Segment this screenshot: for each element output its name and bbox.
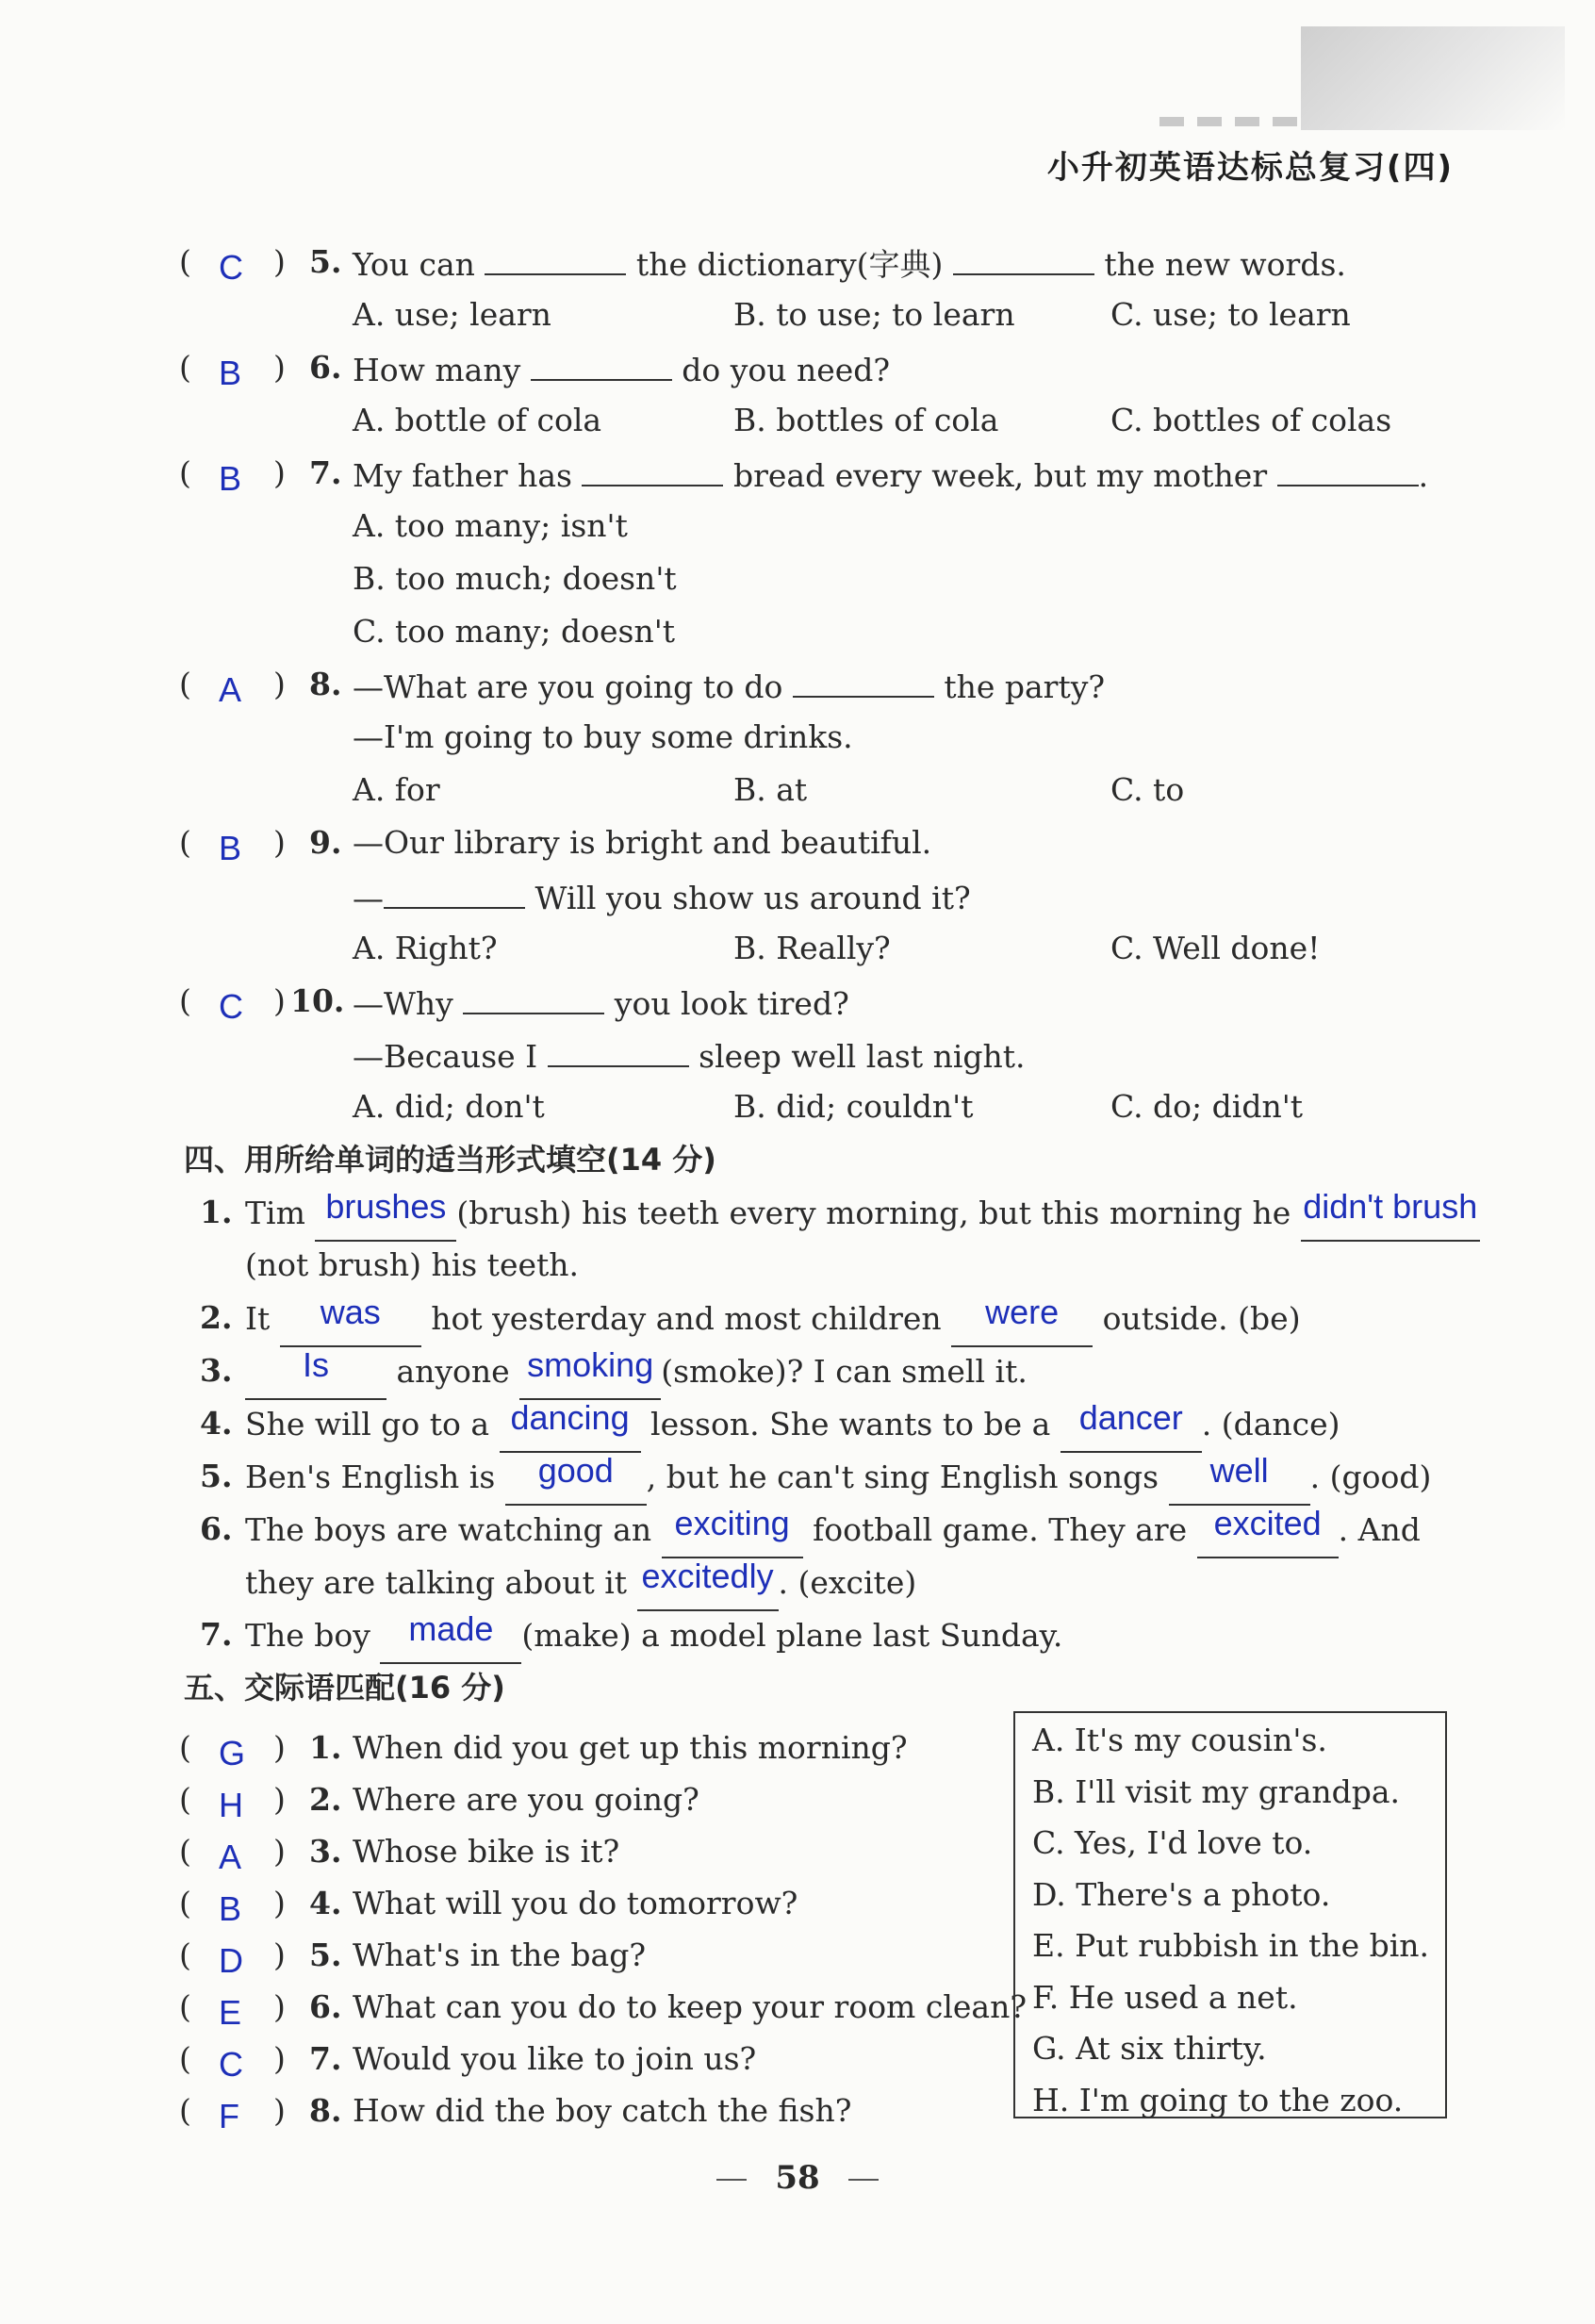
match-answer: A <box>219 1838 242 1876</box>
match-option: C. Yes, I'd love to. <box>1032 1824 1313 1861</box>
fill-answer: smoking <box>527 1345 654 1384</box>
match-question: ( C ) 7. Would you like to join us? <box>179 2033 1499 2085</box>
fill-item-1-cont: (not brush) his teeth. <box>245 1246 580 1283</box>
match-option: H. I'm going to the zoo. <box>1032 2081 1404 2118</box>
mc-answer: C <box>219 248 243 287</box>
fill-answer: well <box>1209 1451 1269 1490</box>
match-option: F. He used a net. <box>1032 1978 1298 2016</box>
fill-item-2: 2. It was hot yesterday and most children were outside. (be) <box>179 1292 1499 1344</box>
fill-answer: good <box>537 1451 614 1490</box>
fill-item-6-cont: they are talking about it excitedly . (excite) <box>179 1556 1499 1608</box>
mc-question-7: ( B ) 7. My father has bread every week, but my mother . <box>179 447 1499 500</box>
fill-item-5: 5. Ben's English is good , but he can't sing English songs well . (good) <box>179 1450 1499 1503</box>
mc-answer: A <box>219 670 242 709</box>
mc-question-8: ( A ) 8. —What are you going to do the party? <box>179 658 1499 711</box>
section-title-5: 五、交际语匹配(16 分) <box>184 1670 505 1706</box>
fill-item-7: 7. The boy made (make) a model plane last Sunday. <box>179 1608 1499 1661</box>
match-question: ( H ) 2. Where are you going? <box>179 1773 1499 1825</box>
match-option: A. It's my cousin's. <box>1032 1722 1327 1758</box>
mc-answer: B <box>219 354 242 392</box>
match-question: ( A ) 3. Whose bike is it? <box>179 1825 1499 1877</box>
mc-options: A. for B. at C. to <box>353 771 1185 808</box>
mc-option-c: C. too many; doesn't <box>353 613 676 650</box>
fill-item-1: 1. Tim brushes (brush) his teeth every morning, but this morning he didn't brush <box>179 1186 1499 1239</box>
match-answer: F <box>219 2097 239 2135</box>
mc-stem: —What are you going to do the party? <box>353 658 1105 714</box>
match-question: ( E ) 6. What can you do to keep your room clean? <box>179 1981 1499 2033</box>
mc-dialog-line: —Because I sleep well last night. <box>179 1028 1499 1080</box>
mc-stem: My father has bread every week, but my mother . <box>353 447 1428 503</box>
mc-question-5: ( C ) 5. You can the dictionary(字典) the new words. <box>179 236 1499 288</box>
mc-stem: —Why you look tired? <box>353 975 849 1030</box>
mc-options: A. use; learn B. to use; to learn C. use; to learn <box>353 296 1351 333</box>
corner-shading <box>1301 26 1565 130</box>
match-answer: C <box>219 2045 243 2084</box>
mc-options: A. Right? B. Really? C. Well done! <box>353 930 1321 966</box>
fill-item-4: 4. She will go to a dancing lesson. She wants to be a dancer . (dance) <box>179 1397 1499 1450</box>
fill-answer: excitedly <box>641 1557 774 1595</box>
fill-answer: was <box>320 1293 381 1331</box>
mc-dialog-line: —I'm going to buy some drinks. <box>353 718 853 755</box>
page-header-title: 小升初英语达标总复习(四) <box>1046 149 1454 187</box>
mc-question-9: ( B ) 9. —Our library is bright and beautiful. <box>179 816 1499 869</box>
fill-answer: brushes <box>325 1187 447 1226</box>
fill-answer: excited <box>1213 1504 1322 1542</box>
fill-item-6: 6. The boys are watching an exciting football game. They are excited . And <box>179 1503 1499 1556</box>
match-answer: E <box>219 1993 242 2032</box>
fill-answer: were <box>985 1293 1060 1331</box>
page-number: 58 <box>0 2159 1595 2197</box>
corner-decoration <box>1159 117 1310 130</box>
fill-answer: didn't brush <box>1303 1187 1478 1226</box>
mc-options: A. did; don't B. did; couldn't C. do; didn't <box>353 1088 1304 1125</box>
match-option: B. I'll visit my grandpa. <box>1032 1772 1401 1810</box>
mc-answer: B <box>219 829 242 867</box>
match-question: ( D ) 5. What's in the bag? <box>179 1929 1499 1981</box>
mc-answer: C <box>219 987 243 1026</box>
fill-answer: made <box>408 1609 494 1648</box>
match-answer: D <box>219 1941 243 1980</box>
fill-answer: Is <box>302 1345 329 1384</box>
match-question: ( G ) 1. When did you get up this morning? <box>179 1722 1499 1773</box>
mc-stem: You can the dictionary(字典) the new words. <box>353 236 1346 291</box>
fill-answer: dancer <box>1078 1398 1183 1437</box>
match-option: G. At six thirty. <box>1032 2030 1267 2067</box>
mc-stem: How many do you need? <box>353 341 890 397</box>
mc-dialog-line: — Will you show us around it? <box>179 869 1499 922</box>
mc-question-10: ( C ) 10. —Why you look tired? <box>179 975 1499 1028</box>
match-options-box <box>1013 1711 1447 2118</box>
match-answer: G <box>219 1734 246 1772</box>
mc-stem: —Our library is bright and beautiful. <box>353 824 932 861</box>
fill-answer: dancing <box>510 1398 630 1437</box>
mc-question-6: ( B ) 6. How many do you need? <box>179 341 1499 394</box>
match-answer: B <box>219 1889 242 1928</box>
match-option: E. Put rubbish in the bin. <box>1032 1927 1430 1964</box>
fill-item-3: 3. Is anyone smoking (smoke)? I can smell it. <box>179 1344 1499 1397</box>
mc-option-a: A. too many; isn't <box>353 507 628 544</box>
match-question: ( B ) 4. What will you do tomorrow? <box>179 1877 1499 1929</box>
mc-answer: B <box>219 459 242 498</box>
section-title-4: 四、用所给单词的适当形式填空(14 分) <box>184 1142 716 1178</box>
fill-answer: exciting <box>674 1504 790 1542</box>
mc-options: A. bottle of cola B. bottles of cola C. bottles of colas <box>353 402 1392 438</box>
match-option: D. There's a photo. <box>1032 1875 1331 1913</box>
match-answer: H <box>219 1786 243 1824</box>
mc-option-b: B. too much; doesn't <box>353 560 677 597</box>
match-question: ( F ) 8. How did the boy catch the fish? <box>179 2085 1499 2136</box>
